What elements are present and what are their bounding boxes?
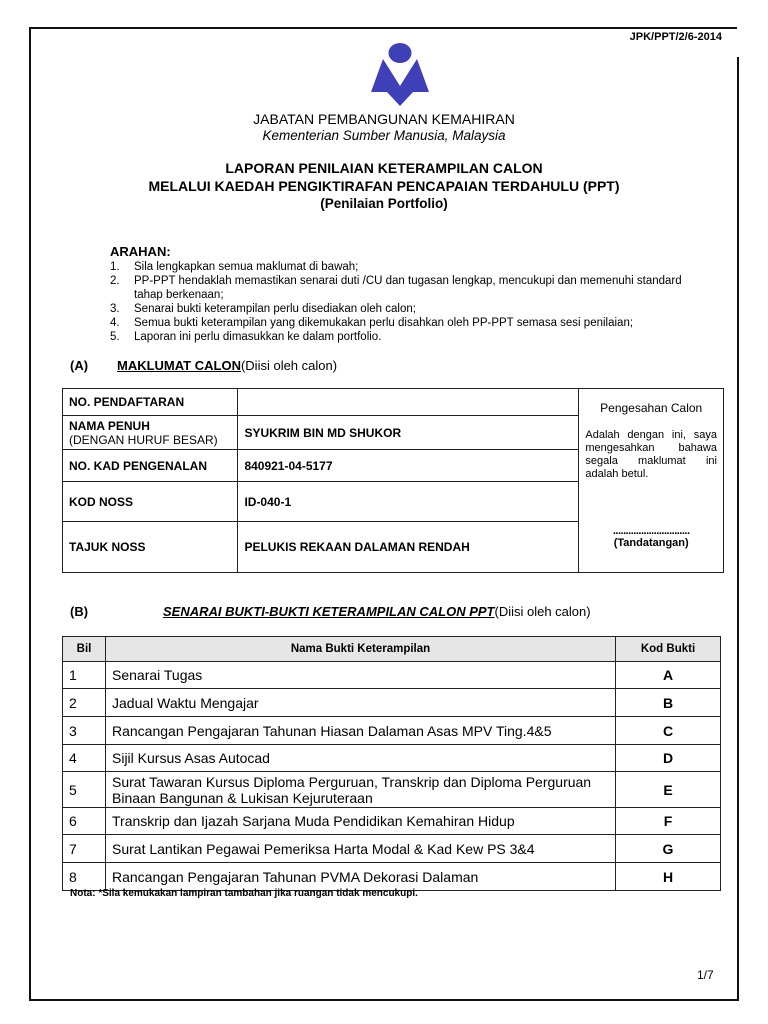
evidence-name: Surat Tawaran Kursus Diploma Perguruan, Transkrip dan Diploma Perguruan Binaan Bangunan & Lukisan Kejuruteraan — [106, 772, 616, 808]
field-value: PELUKIS REKAAN DALAMAN RENDAH — [238, 522, 579, 573]
organization-name: JABATAN PEMBANGUNAN KEMAHIRAN — [253, 111, 515, 127]
table-row — [63, 835, 721, 863]
field-label: KOD NOSS — [63, 482, 238, 522]
section-b-title: SENARAI BUKTI-BUKTI KETERAMPILAN CALON PPT(Diisi oleh calon) — [163, 604, 591, 619]
evidence-name: Rancangan Pengajaran Tahunan Hiasan Dalaman Asas MPV Ting.4&5 — [106, 717, 616, 745]
table-row — [63, 808, 721, 835]
evidence-code: H — [616, 863, 721, 891]
evidence-code: A — [616, 662, 721, 689]
table-row — [63, 689, 721, 717]
report-title-line-1: LAPORAN PENILAIAN KETERAMPILAN CALON — [225, 160, 543, 176]
row-number: 5 — [63, 772, 106, 808]
confirmation-title: Pengesahan Calon — [600, 401, 703, 415]
evidence-list-table — [62, 636, 721, 891]
row-number: 1 — [63, 662, 106, 689]
field-label: NO. PENDAFTARAN — [63, 389, 238, 416]
page-number: 1/7 — [697, 968, 714, 982]
table-row — [63, 863, 721, 891]
instructions-list — [110, 260, 710, 344]
evidence-code: C — [616, 717, 721, 745]
evidence-name: Transkrip dan Ijazah Sarjana Muda Pendidikan Kemahiran Hidup — [106, 808, 616, 835]
report-title-line-2: MELALUI KAEDAH PENGIKTIRAFAN PENCAPAIAN TERDAHULU (PPT) — [148, 178, 620, 194]
footnote: Nota: *Sila kemukakan lampiran tambahan jika ruangan tidak mencukupi. — [70, 888, 418, 899]
column-header-code: Kod Bukti — [616, 637, 721, 662]
evidence-code: B — [616, 689, 721, 717]
instruction-item: 1. Sila lengkapkan semua maklumat di bawah; — [110, 261, 359, 273]
evidence-code: D — [616, 745, 721, 772]
section-a-title: MAKLUMAT CALON(Diisi oleh calon) — [117, 358, 338, 373]
row-number: 8 — [63, 863, 106, 891]
evidence-name: Surat Lantikan Pegawai Pemeriksa Harta Modal & Kad Kew PS 3&4 — [106, 835, 616, 863]
evidence-name: Senarai Tugas — [106, 662, 616, 689]
column-header-bil: Bil — [63, 637, 106, 662]
field-label: NO. KAD PENGENALAN — [63, 450, 238, 482]
table-row — [63, 662, 721, 689]
table-header-row — [63, 637, 721, 662]
instruction-item: 3. Senarai bukti keterampilan perlu disediakan oleh calon; — [110, 303, 416, 315]
table-row — [63, 389, 724, 416]
evidence-code: G — [616, 835, 721, 863]
instruction-item: 5. Laporan ini perlu dimasukkan ke dalam portfolio. — [110, 331, 382, 343]
signature-line: .............................. — [612, 525, 690, 537]
section-b-letter: (B) — [70, 604, 89, 619]
candidate-confirmation — [579, 389, 724, 573]
field-label: TAJUK NOSS — [63, 522, 238, 573]
column-header-name: Nama Bukti Keterampilan — [106, 637, 616, 662]
row-number: 6 — [63, 808, 106, 835]
field-value: ID-040-1 — [238, 482, 579, 522]
table-row — [63, 772, 721, 808]
field-value: 840921-04-5177 — [238, 450, 579, 482]
evidence-code: F — [616, 808, 721, 835]
candidate-info-table — [62, 388, 724, 573]
row-number: 2 — [63, 689, 106, 717]
row-number: 7 — [63, 835, 106, 863]
field-label: NAMA PENUH (DENGAN HURUF BESAR) — [63, 416, 238, 450]
jpk-logo-icon — [369, 42, 431, 106]
evidence-name: Jadual Waktu Mengajar — [106, 689, 616, 717]
row-number: 3 — [63, 717, 106, 745]
evidence-name: Rancangan Pengajaran Tahunan PVMA Dekorasi Dalaman — [106, 863, 616, 891]
instructions-title: ARAHAN: — [110, 244, 171, 259]
document-code: JPK/PPT/2/6-2014 — [629, 31, 722, 43]
signature-area — [585, 525, 717, 549]
evidence-code: E — [616, 772, 721, 808]
evidence-name: Sijil Kursus Asas Autocad — [106, 745, 616, 772]
table-row — [63, 717, 721, 745]
section-a-letter: (A) — [70, 358, 89, 373]
field-value: SYUKRIM BIN MD SHUKOR — [238, 416, 579, 450]
table-row — [63, 745, 721, 772]
field-value — [238, 389, 579, 416]
report-title-line-3: (Penilaian Portfolio) — [320, 196, 448, 211]
confirmation-text: Adalah dengan ini, saya mengesahkan bahawa segala maklumat ini adalah betul. — [585, 429, 717, 480]
instruction-item: 2. PP-PPT hendaklah memastikan senarai duti /CU dan tugasan lengkap, mencukupi dan memenuhi standard tahap berkenaan; — [110, 275, 682, 301]
row-number: 4 — [63, 745, 106, 772]
signature-label: (Tandatangan) — [613, 537, 689, 549]
instruction-item: 4. Semua bukti keterampilan yang dikemukakan perlu disahkan oleh PP-PPT semasa sesi penilaian; — [110, 317, 634, 329]
ministry-name: Kementerian Sumber Manusia, Malaysia — [262, 128, 506, 143]
